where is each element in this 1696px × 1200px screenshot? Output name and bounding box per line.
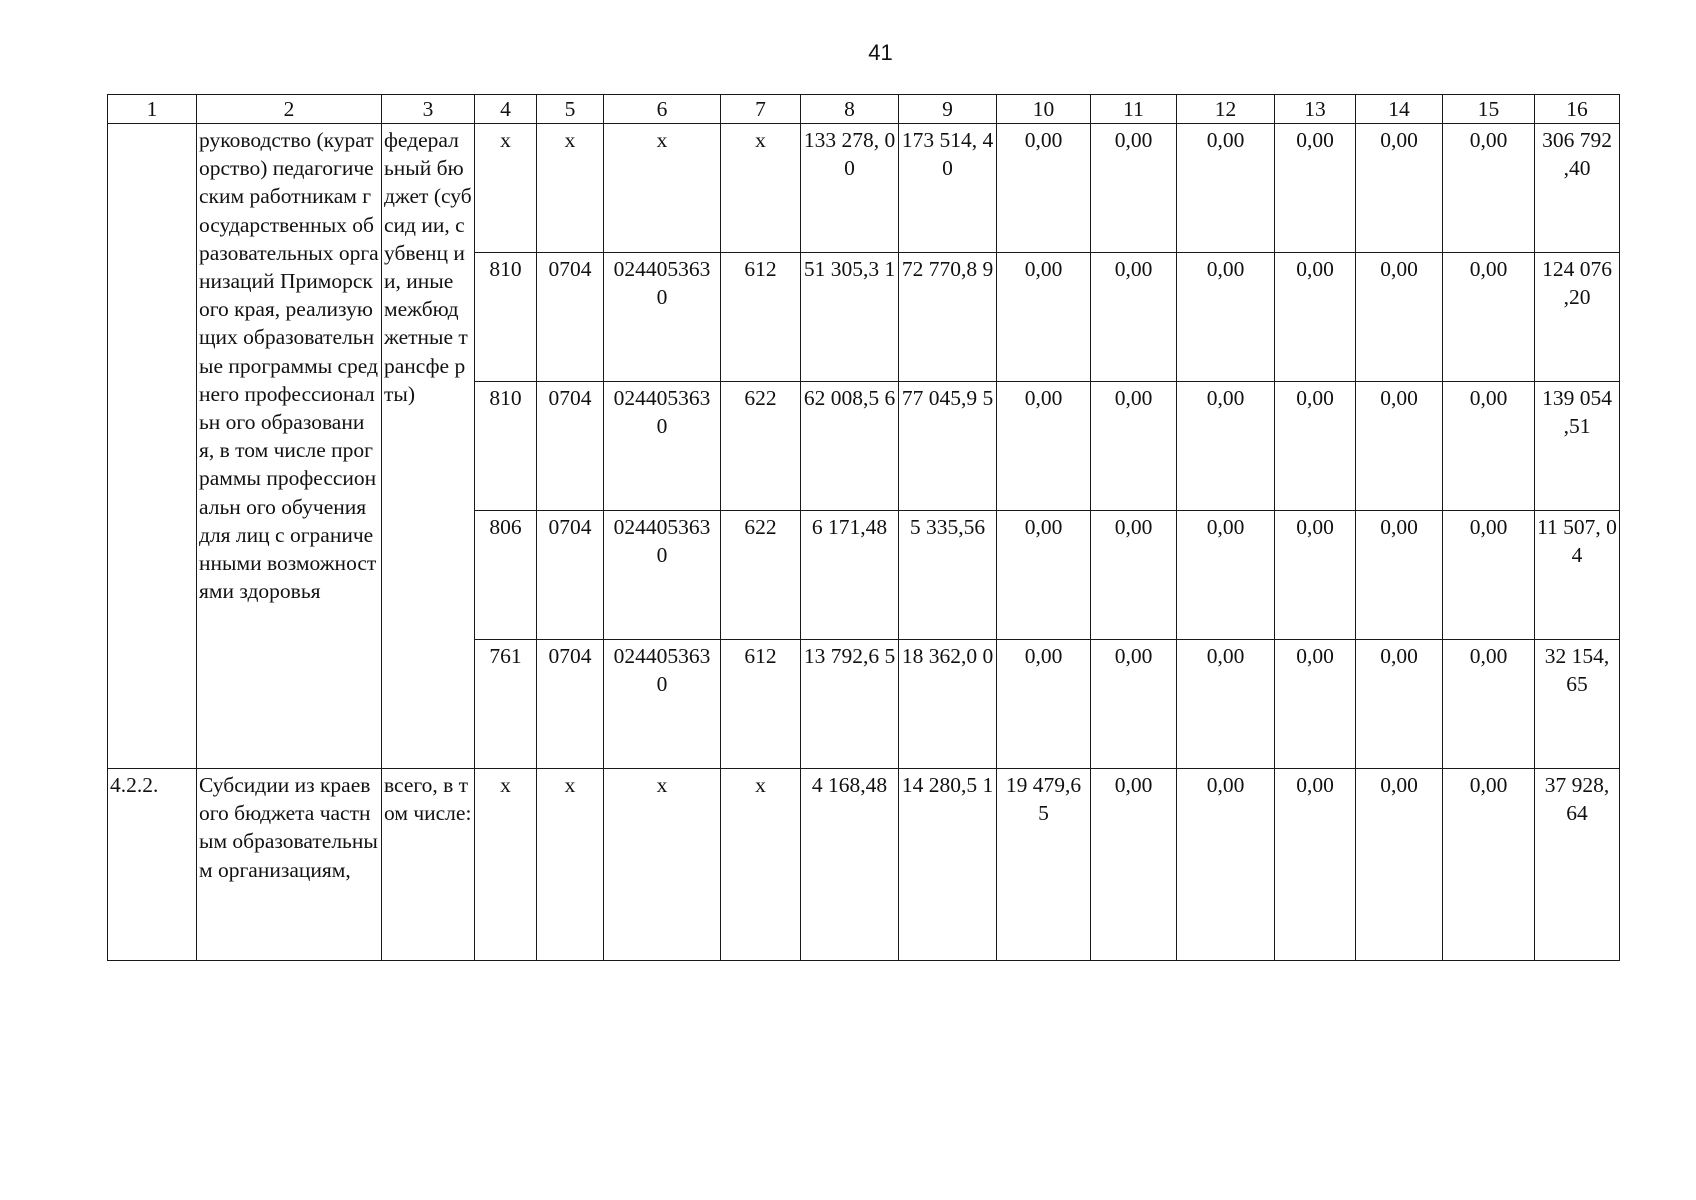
table-cell: х [721,769,801,961]
table-cell: 612 [721,640,801,769]
column-number-header: 8 [801,95,899,124]
table-cell: х [721,124,801,253]
table-cell: 124 076 ,20 [1535,253,1620,382]
table-cell: х [604,124,721,253]
table-cell: 13 792,6 5 [801,640,899,769]
table-cell: 0,00 [997,253,1091,382]
column-number-header: 1 [108,95,197,124]
table-cell: 0,00 [1356,769,1443,961]
table-cell: 0,00 [1443,640,1535,769]
table-cell: 6 171,48 [801,511,899,640]
table-cell: 622 [721,511,801,640]
column-number-header: 16 [1535,95,1620,124]
table-cell: 0,00 [1275,124,1356,253]
table-cell: 32 154, 65 [1535,640,1620,769]
column-number-header: 15 [1443,95,1535,124]
table-cell: 0,00 [1275,382,1356,511]
table-cell: 18 362,0 0 [899,640,997,769]
column-number-row [108,95,1620,124]
row-number-cell: 4.2.2. [108,769,197,961]
table-cell: 0,00 [1275,640,1356,769]
table-cell: 0,00 [1356,640,1443,769]
table-cell: 0,00 [1091,769,1177,961]
table-cell: 0,00 [1443,511,1535,640]
table-cell: 0,00 [1275,253,1356,382]
table-cell: 0,00 [1091,511,1177,640]
description-cell: руководство (кураторство) педагогическим работникам государственных образовательных организаций Приморского края, реализующих образовательные программы среднего профессиональн ого образования, в том числе программы профессиональн ого обучения для лиц с ограниченными возможностями здоровья [197,124,382,769]
table-cell: 11 507, 04 [1535,511,1620,640]
table-cell: 0,00 [1356,124,1443,253]
table-cell: 5 335,56 [899,511,997,640]
table-cell: 37 928, 64 [1535,769,1620,961]
table-cell: 0,00 [1356,382,1443,511]
table-cell: 4 168,48 [801,769,899,961]
table-cell: х [537,769,604,961]
table-cell: 0,00 [1177,769,1275,961]
table-cell: 173 514, 40 [899,124,997,253]
column-number-header: 12 [1177,95,1275,124]
column-number-header: 10 [997,95,1091,124]
table-cell: 024405363 0 [604,640,721,769]
table-cell: 810 [475,253,537,382]
row-number-cell [108,124,197,769]
table-cell: 139 054 ,51 [1535,382,1620,511]
table-cell: 0,00 [997,124,1091,253]
table-cell: 0,00 [1177,382,1275,511]
table-cell: 0,00 [997,511,1091,640]
table-cell: 622 [721,382,801,511]
table-cell: 0,00 [1356,511,1443,640]
table-cell: 0,00 [1275,769,1356,961]
table-cell: 761 [475,640,537,769]
table-cell: 0,00 [1443,124,1535,253]
table-cell: 806 [475,511,537,640]
table-cell: 0,00 [1091,124,1177,253]
table-cell: 0,00 [997,382,1091,511]
table-cell: 0,00 [1275,511,1356,640]
column-number-header: 14 [1356,95,1443,124]
table-cell: 0704 [537,511,604,640]
table-cell: 77 045,9 5 [899,382,997,511]
table-cell: 0,00 [1091,253,1177,382]
table-cell: 0,00 [1443,769,1535,961]
table-cell: 19 479,6 5 [997,769,1091,961]
table-cell: 133 278, 00 [801,124,899,253]
table-cell: х [475,124,537,253]
column-number-header: 7 [721,95,801,124]
column-number-header: 3 [382,95,475,124]
table-cell: 306 792 ,40 [1535,124,1620,253]
table-cell: 14 280,5 1 [899,769,997,961]
table-cell: 0704 [537,253,604,382]
column-number-header: 4 [475,95,537,124]
table-cell: 0,00 [1443,382,1535,511]
table-cell: 0704 [537,640,604,769]
page-number: 41 [868,40,893,65]
budget-table [107,94,1620,961]
table-cell: 0704 [537,382,604,511]
table-cell: 024405363 0 [604,382,721,511]
table-cell: 0,00 [1091,640,1177,769]
table-cell: 024405363 0 [604,511,721,640]
table-cell: 0,00 [1091,382,1177,511]
funding-source-cell: федерал ьный бюджет (субсид ии, субвенц ии, иные межбюд жетные трансфе рты) [382,124,475,769]
table-cell: х [475,769,537,961]
table-row [108,769,1620,961]
funding-source-cell: всего, в том числе: [382,769,475,961]
table-cell: 62 008,5 6 [801,382,899,511]
table-cell: 51 305,3 1 [801,253,899,382]
table-cell: 0,00 [1356,253,1443,382]
table-cell: 0,00 [1177,253,1275,382]
table-row [108,124,1620,253]
table-cell: 0,00 [1443,253,1535,382]
column-number-header: 6 [604,95,721,124]
description-cell: Субсидии из краевого бюджета частным образовательны м организациям, [197,769,382,961]
table-cell: 0,00 [1177,640,1275,769]
table-cell: 0,00 [1177,124,1275,253]
column-number-header: 13 [1275,95,1356,124]
table-cell: 024405363 0 [604,253,721,382]
table-cell: 612 [721,253,801,382]
table-cell: 0,00 [1177,511,1275,640]
column-number-header: 11 [1091,95,1177,124]
column-number-header: 9 [899,95,997,124]
column-number-header: 5 [537,95,604,124]
table-cell: х [537,124,604,253]
table-cell: 0,00 [997,640,1091,769]
table-cell: х [604,769,721,961]
table-cell: 810 [475,382,537,511]
table-cell: 72 770,8 9 [899,253,997,382]
column-number-header: 2 [197,95,382,124]
